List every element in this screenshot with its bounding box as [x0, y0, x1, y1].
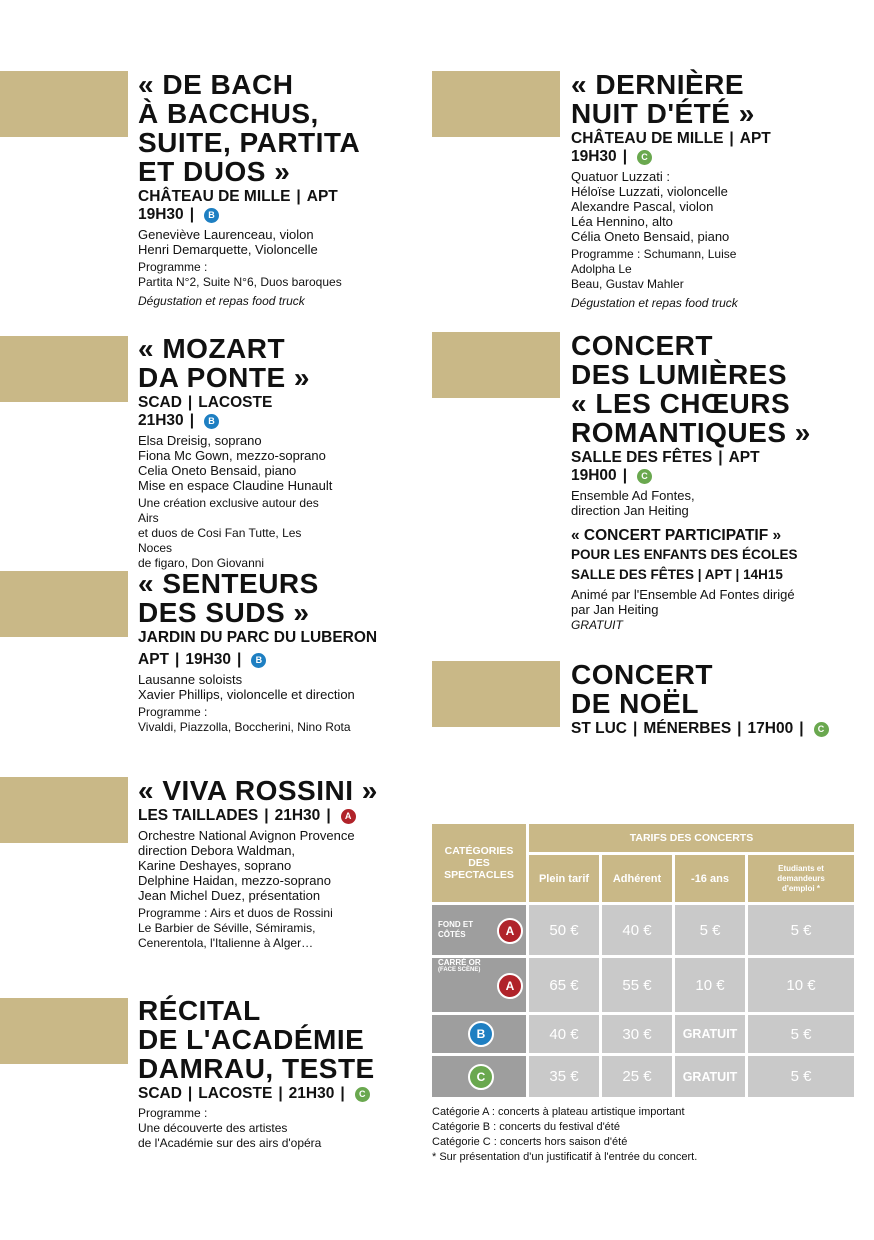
- row-label: [432, 1015, 526, 1053]
- event-place: MÉNERBES: [643, 720, 732, 737]
- event-time: 19H00: [571, 467, 617, 484]
- event-title-line: RÉCITAL: [138, 995, 261, 1026]
- event-title-line: SUITE, PARTITA: [138, 127, 361, 158]
- price-cell: 55 €: [602, 958, 672, 1012]
- program-line: Cenerentola, l'Italienne à Alger…: [138, 936, 314, 950]
- performers: [571, 488, 811, 518]
- event-venue: JARDIN DU PARC DU LUBERON: [138, 629, 378, 646]
- price-cell: 10 €: [748, 958, 854, 1012]
- program-line: de figaro, Don Giovanni: [138, 556, 265, 570]
- event-title-line: « MOZART: [138, 333, 286, 364]
- column-header: Plein tarif: [529, 855, 599, 902]
- category-badge: C: [468, 1064, 494, 1090]
- desc-line: Animé par l'Ensemble Ad Fontes dirigé: [571, 587, 795, 602]
- tariff-table: [432, 824, 854, 1097]
- program: [138, 260, 360, 290]
- program-line: de l'Académie sur des airs d'opéra: [138, 1136, 322, 1150]
- program: [571, 247, 771, 292]
- performer: Karine Deshayes, soprano: [138, 858, 292, 873]
- event-title-line: « SENTEURS: [138, 568, 319, 599]
- program-line: Partita N°2, Suite N°6, Duos baroques: [138, 275, 342, 289]
- date-bar: [432, 332, 560, 398]
- performer: Jean Michel Duez, présentation: [138, 888, 321, 903]
- event-place: APT: [138, 651, 169, 668]
- event-time: 19H30: [185, 651, 232, 668]
- event-place: LACOSTE: [198, 394, 273, 411]
- event-title-line: « VIVA ROSSINI »: [138, 775, 378, 806]
- program-line: Le Barbier de Séville, Sémiramis,: [138, 921, 316, 935]
- program-line: Programme :: [138, 1106, 208, 1120]
- price-cell: 5 €: [748, 1056, 854, 1097]
- column-header: Adhérent: [602, 855, 672, 902]
- category-badge: A: [497, 973, 523, 999]
- program-line: Programme : Airs et duos de Rossini: [138, 906, 333, 920]
- event-venue: SALLE DES FÊTES: [571, 449, 713, 466]
- event-title-line: DA PONTE »: [138, 362, 310, 393]
- price-cell: 65 €: [529, 958, 599, 1012]
- program-line: Une création exclusive autour des Airs: [138, 496, 319, 525]
- event-title-line: « LES CHŒURS: [571, 388, 791, 419]
- price-cell: 10 €: [675, 958, 745, 1012]
- participatory-title: « CONCERT PARTICIPATIF »: [571, 527, 782, 544]
- date-bar: [0, 571, 128, 637]
- category-badge: B: [251, 653, 266, 668]
- legend-line: Catégorie A : concerts à plateau artistique important: [432, 1106, 685, 1118]
- category-badge: C: [814, 722, 829, 737]
- category-badge: C: [637, 469, 652, 484]
- performer: Mise en espace Claudine Hunault: [138, 478, 333, 493]
- event-title-line: DE NOËL: [571, 688, 699, 719]
- price-cell: GRATUIT: [675, 1056, 745, 1097]
- performer: Alexandre Pascal, violon: [571, 199, 714, 214]
- event-title-line: « DERNIÈRE: [571, 69, 745, 100]
- event-title-line: DE L'ACADÉMIE: [138, 1024, 365, 1055]
- program-line: Une découverte des artistes: [138, 1121, 288, 1135]
- event-venue: SCAD: [138, 1085, 182, 1102]
- performer: Elsa Dreisig, soprano: [138, 433, 262, 448]
- program: [138, 496, 332, 571]
- program-line: Beau, Gustav Mahler: [571, 277, 684, 291]
- participatory-price: GRATUIT: [571, 618, 623, 632]
- performer: Fiona Mc Gown, mezzo-soprano: [138, 448, 326, 463]
- event-title-line: CONCERT: [571, 659, 713, 690]
- event-time: 19H30: [138, 206, 184, 223]
- date-bar: [0, 777, 128, 843]
- legend-line: Catégorie C : concerts hors saison d'été: [432, 1136, 628, 1148]
- program-line: Programme :: [138, 705, 208, 719]
- performer: direction Jan Heiting: [571, 503, 689, 518]
- category-legend: [432, 1105, 697, 1165]
- date-bar: [432, 71, 560, 137]
- program: [138, 705, 377, 735]
- row-label-text: CARRÉ OR: [438, 958, 481, 967]
- performers: [571, 169, 771, 244]
- event-venue: ST LUC: [571, 720, 627, 737]
- price-cell: 40 €: [602, 905, 672, 955]
- event-place: APT: [739, 130, 771, 147]
- date-bar: [432, 661, 560, 727]
- event-title-line: DAMRAU, TESTE: [138, 1053, 375, 1084]
- performer: Xavier Phillips, violoncelle et direction: [138, 687, 355, 702]
- event-title-line: NUIT D'ÉTÉ »: [571, 98, 755, 129]
- event-note: Dégustation et repas food truck: [138, 294, 305, 308]
- performer: Lausanne soloists: [138, 672, 243, 687]
- program-line: Programme :: [138, 260, 208, 274]
- performer: Geneviève Laurenceau, violon: [138, 227, 314, 242]
- performer: direction Debora Waldman,: [138, 843, 296, 858]
- performer: Héloïse Luzzati, violoncelle: [571, 184, 728, 199]
- performer: Quatuor Luzzati :: [571, 169, 670, 184]
- event-venue: SCAD: [138, 394, 182, 411]
- price-cell: 5 €: [675, 905, 745, 955]
- participatory-audience: POUR LES ENFANTS DES ÉCOLES: [571, 547, 798, 562]
- program-line: Vivaldi, Piazzolla, Boccherini, Nino Rota: [138, 720, 351, 734]
- category-badge: B: [204, 414, 219, 429]
- performers: [138, 227, 360, 257]
- event-time: 19H30: [571, 148, 617, 165]
- performer: Célia Oneto Bensaid, piano: [571, 229, 730, 244]
- date-bar: [0, 336, 128, 402]
- column-header: -16 ans: [675, 855, 745, 902]
- category-badge: A: [497, 918, 523, 944]
- event-place: LACOSTE: [198, 1085, 273, 1102]
- event-title-line: À BACCHUS,: [138, 98, 319, 129]
- event-venue: CHÂTEAU DE MILLE: [138, 188, 291, 205]
- performer: Léa Hennino, alto: [571, 214, 673, 229]
- program: [138, 1106, 375, 1151]
- performer: Ensemble Ad Fontes,: [571, 488, 695, 503]
- event-time: 21H30: [274, 807, 321, 824]
- event-title-line: CONCERT: [571, 330, 713, 361]
- event-title-line: « DE BACH: [138, 69, 294, 100]
- category-badge: B: [204, 208, 219, 223]
- category-badge: A: [341, 809, 356, 824]
- date-bar: [0, 71, 128, 137]
- performers: [138, 433, 332, 493]
- participatory-desc: [571, 587, 811, 617]
- participatory-venue: SALLE DES FÊTES | APT | 14H15: [571, 567, 783, 582]
- category-badge: B: [468, 1021, 494, 1047]
- performer: Delphine Haidan, mezzo-soprano: [138, 873, 331, 888]
- performer: Orchestre National Avignon Provence: [138, 828, 355, 843]
- price-cell: 40 €: [529, 1015, 599, 1053]
- event-title-line: ET DUOS »: [138, 156, 291, 187]
- price-cell: 35 €: [529, 1056, 599, 1097]
- program: [138, 906, 378, 951]
- event-time: 17H00: [747, 720, 794, 737]
- row-sublabel-text: (FACE SCÈNE): [438, 967, 481, 973]
- row-label: [432, 1056, 526, 1097]
- price-cell: 5 €: [748, 1015, 854, 1053]
- row-label: [432, 905, 526, 955]
- event-venue: LES TAILLADES: [138, 807, 259, 824]
- price-cell: 30 €: [602, 1015, 672, 1053]
- category-badge: C: [355, 1087, 370, 1102]
- legend-line: Catégorie B : concerts du festival d'été: [432, 1121, 620, 1133]
- legend-line: * Sur présentation d'un justificatif à l'entrée du concert.: [432, 1151, 698, 1163]
- performers: [138, 828, 378, 903]
- event-venue: CHÂTEAU DE MILLE: [571, 130, 724, 147]
- event-time: 21H30: [138, 412, 184, 429]
- program-line: Programme : Schumann, Luise Adolpha Le: [571, 247, 737, 276]
- table-title: TARIFS DES CONCERTS: [529, 824, 854, 852]
- row-label-text: FOND ET CÔTÉS: [438, 920, 474, 939]
- performers: [138, 672, 377, 702]
- category-badge: C: [637, 150, 652, 165]
- program-line: et duos de Cosi Fan Tutte, Les Noces: [138, 526, 302, 555]
- event-place: APT: [306, 188, 338, 205]
- event-note: Dégustation et repas food truck: [571, 296, 738, 310]
- event-time: 21H30: [288, 1085, 335, 1102]
- price-cell: 50 €: [529, 905, 599, 955]
- performer: Henri Demarquette, Violoncelle: [138, 242, 318, 257]
- event-place: APT: [728, 449, 760, 466]
- event-title-line: DES LUMIÈRES: [571, 359, 788, 390]
- date-bar: [0, 998, 128, 1064]
- desc-line: par Jan Heiting: [571, 602, 659, 617]
- performer: Celia Oneto Bensaid, piano: [138, 463, 297, 478]
- price-cell: GRATUIT: [675, 1015, 745, 1053]
- price-cell: 25 €: [602, 1056, 672, 1097]
- price-cell: 5 €: [748, 905, 854, 955]
- table-corner-header: CATÉGORIES DES SPECTACLES: [432, 824, 526, 902]
- event-title-line: ROMANTIQUES »: [571, 417, 811, 448]
- row-label: [432, 958, 526, 1012]
- column-header: Etudiants et demandeurs d'emploi *: [748, 855, 854, 902]
- event-title-line: DES SUDS »: [138, 597, 310, 628]
